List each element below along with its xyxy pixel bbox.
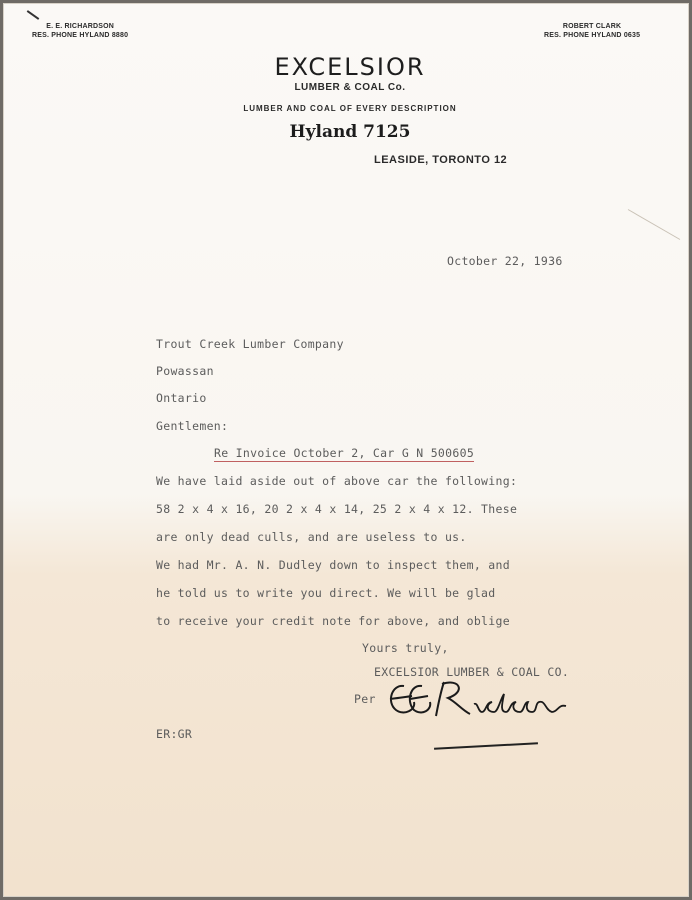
letterhead-right-contact <box>544 22 640 40</box>
body-line: We had Mr. A. N. Dudley down to inspect them, and <box>156 558 510 572</box>
right-contact-phone: RES. PHONE HYLAND 0635 <box>544 32 641 39</box>
pencil-tick-mark <box>27 10 40 20</box>
letter-page <box>3 3 689 897</box>
per-label: Per <box>354 692 376 706</box>
recipient-line: Ontario <box>156 391 207 405</box>
company-name: EXCELSIOR <box>274 53 426 81</box>
left-contact-phone: RES. PHONE HYLAND 8880 <box>32 32 129 39</box>
left-contact-name: E. E. RICHARDSON <box>46 23 114 30</box>
signature-underline <box>434 742 538 749</box>
closing-company: EXCELSIOR LUMBER & COAL CO. <box>374 665 570 679</box>
paper-edge-mark <box>628 209 680 240</box>
body-line: are only dead culls, and are useless to us. <box>156 530 467 544</box>
company-tagline: LUMBER AND COAL OF EVERY DESCRIPTION <box>243 104 457 113</box>
closing: Yours truly, <box>362 641 449 655</box>
subject-line: Re Invoice October 2, Car G N 500605 <box>214 446 475 460</box>
company-subtitle: LUMBER & COAL Co. <box>294 82 406 93</box>
body-line: 58 2 x 4 x 16, 20 2 x 4 x 14, 25 2 x 4 x 12. These <box>156 502 518 516</box>
letter-date: October 22, 1936 <box>447 254 563 268</box>
body-line: he told us to write you direct. We will be glad <box>156 586 496 600</box>
salutation: Gentlemen: <box>156 419 229 433</box>
letterhead-left-contact <box>32 22 128 40</box>
company-phone: Hyland 7125 <box>289 122 411 142</box>
body-line: to receive your credit note for above, and oblige <box>156 614 510 628</box>
body-line: We have laid aside out of above car the following: <box>156 474 518 488</box>
recipient-line: Trout Creek Lumber Company <box>156 337 344 351</box>
recipient-line: Powassan <box>156 364 214 378</box>
company-address: LEASIDE, TORONTO 12 <box>374 154 508 166</box>
right-contact-name: ROBERT CLARK <box>562 23 622 30</box>
handwritten-signature <box>382 672 592 732</box>
typist-initials: ER:GR <box>156 727 193 741</box>
